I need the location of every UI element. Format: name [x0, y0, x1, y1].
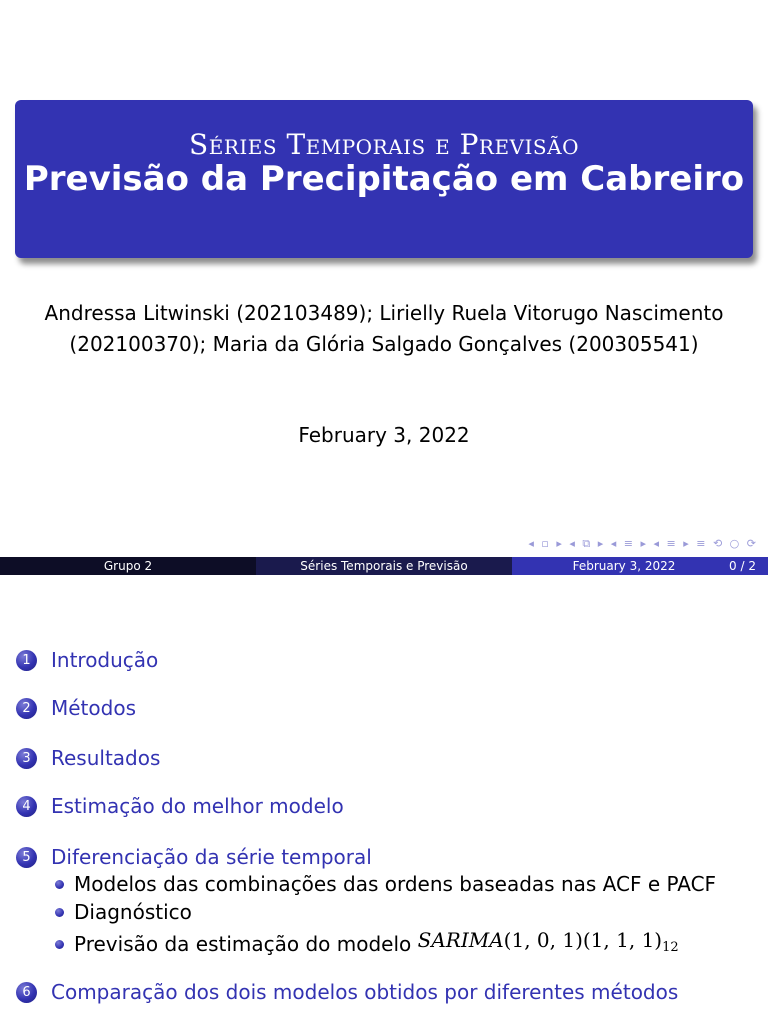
- section-number-badge: 6: [16, 982, 37, 1003]
- model-formula: [418, 926, 679, 962]
- toc-item-label: Diferenciação da série temporal: [51, 845, 372, 869]
- model-season: 12: [662, 940, 679, 955]
- footer-date: February 3, 2022: [572, 559, 676, 573]
- subsection-label: Modelos das combinações das ordens baseadas nas ACF e PACF: [74, 872, 717, 896]
- footer-right: [512, 557, 768, 575]
- toc-item-resultados[interactable]: [16, 746, 160, 770]
- bullet-icon: [55, 940, 64, 949]
- section-number-badge: 2: [16, 698, 37, 719]
- subsection-item[interactable]: [55, 870, 716, 898]
- slide-footer: [0, 557, 768, 575]
- toc-item-metodos[interactable]: [16, 696, 136, 720]
- section-number-badge: 5: [16, 847, 37, 868]
- outline-slide: [0, 600, 768, 1024]
- toc-item-label: Estimação do melhor modelo: [51, 794, 344, 818]
- toc-item-label: Resultados: [51, 746, 161, 770]
- toc-item-comparacao[interactable]: [16, 980, 678, 1004]
- subsection-label: Diagnóstico: [74, 900, 192, 924]
- authors: Andressa Litwinski (202103489); Lirielly Ruela Vitorugo Nascimento (202100370); Maria da Glória Salgado Gonçalves (200305541): [44, 301, 724, 356]
- bullet-icon: [55, 908, 64, 917]
- section-number-badge: 4: [16, 796, 37, 817]
- bullet-icon: [55, 880, 64, 889]
- footer-page-number: 0 / 2: [729, 559, 756, 573]
- title-block: [15, 100, 753, 258]
- toc-item-label: Comparação dos dois modelos obtidos por diferentes métodos: [51, 980, 679, 1004]
- section-number-badge: 3: [16, 748, 37, 769]
- model-orders: (1, 0, 1)(1, 1, 1): [503, 928, 663, 952]
- section-number-badge: 1: [16, 650, 37, 671]
- footer-group: Grupo 2: [0, 557, 256, 575]
- toc-item-label: Métodos: [51, 696, 136, 720]
- model-name: SARIMA: [417, 928, 504, 952]
- presentation-title: Previsão da Precipitação em Cabreiro: [23, 159, 745, 199]
- toc-item-diferenciacao[interactable]: [16, 845, 372, 869]
- presentation-subtitle: Séries Temporais e Previsão: [189, 128, 579, 161]
- toc-item-introducao[interactable]: [16, 648, 158, 672]
- subsection-item[interactable]: [55, 926, 716, 962]
- beamer-navigation-icons[interactable]: ◂ ▫ ▸ ◂ ⧉ ▸ ◂ ≡ ▸ ◂ ≡ ▸ ≡ ⟲ ○ ⟳: [528, 537, 758, 550]
- footer-course: Séries Temporais e Previsão: [256, 557, 512, 575]
- subsection-item[interactable]: [55, 898, 716, 926]
- subsection-label: Previsão da estimação do modelo: [74, 932, 418, 956]
- presentation-date: February 3, 2022: [298, 423, 470, 447]
- subsection-list: [55, 870, 716, 962]
- toc-item-estimacao[interactable]: [16, 794, 344, 818]
- toc-item-label: Introdução: [51, 648, 159, 672]
